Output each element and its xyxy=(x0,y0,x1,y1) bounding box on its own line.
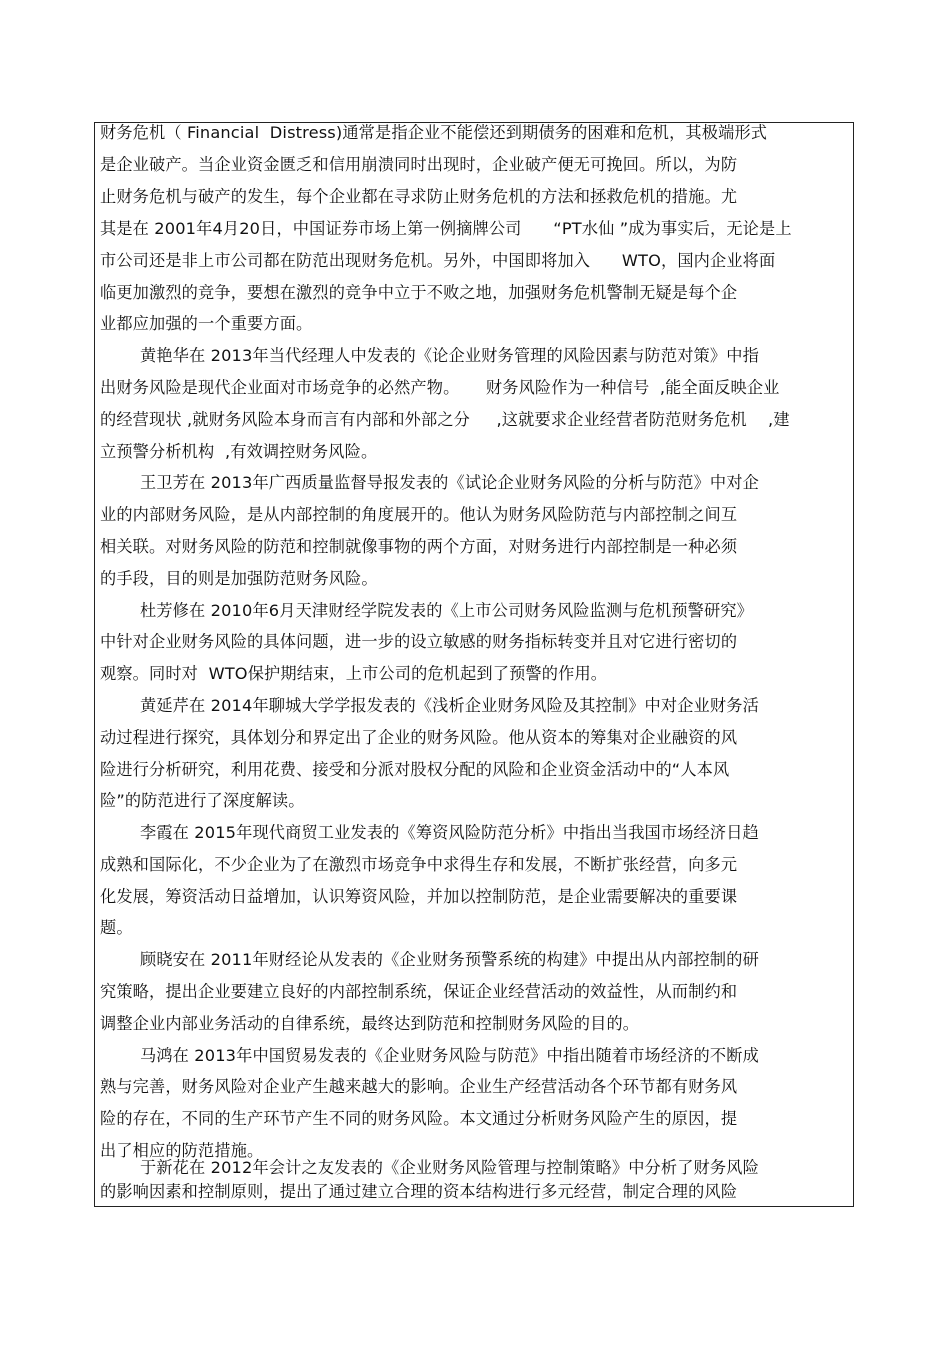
body-line-35: 的影响因素和控制原则，提出了通过建立合理的资本结构进行多元经营，制定合理的风险 xyxy=(100,1182,738,1201)
body-line-32: 险的存在，不同的生产环节产生不同的财务风险。本文通过分析财务风险产生的原因，提 xyxy=(100,1109,738,1128)
body-line-21: 险进行分析研究，利用花费、接受和分派对股权分配的风险和企业资金活动中的“人本风 xyxy=(100,760,730,779)
body-line-5: 市公司还是非上市公司都在防范出现财务危机。另外，中国即将加入 WTO，国内企业将面 xyxy=(100,251,776,270)
paragraph-start-line: 杜芳修在 2010年6月天津财经学院发表的《上市公司财务风险监测与危机预警研究》 xyxy=(140,601,754,620)
body-line-20: 动过程进行探究，具体划分和界定出了企业的财务风险。他从资本的筹集对企业融资的风 xyxy=(100,728,738,747)
body-line-2: 是企业破产。当企业资金匮乏和信用崩溃同时出现时，企业破产便无可挽回。所以，为防 xyxy=(100,155,738,174)
body-line-14: 相关联。对财务风险的防范和控制就像事物的两个方面，对财务进行内部控制是一种必须 xyxy=(100,537,738,556)
body-line-15: 的手段，目的则是加强防范财务风险。 xyxy=(100,569,378,588)
body-line-18: 观察。同时对 WTO保护期结束，上市公司的危机起到了预警的作用。 xyxy=(100,664,608,683)
body-line-6: 临更加激烈的竞争，要想在激烈的竞争中立于不败之地，加强财务危机警制无疑是每个企 xyxy=(100,283,738,302)
body-line-17: 中针对企业财务风险的具体问题，进一步的设立敏感的财务指标转变并且对它进行密切的 xyxy=(100,632,738,651)
paragraph-start-line: 黄艳华在 2013年当代经理人中发表的《论企业财务管理的风险因素与防范对策》中指 xyxy=(140,346,759,365)
body-line-25: 化发展，筹资活动日益增加，认识筹资风险，并加以控制防范，是企业需要解决的重要课 xyxy=(100,887,738,906)
body-line-10: 的经营现状 ,就财务风险本身而言有内部和外部之分 ,这就要求企业经营者防范财务危机 ,建 xyxy=(100,410,790,429)
paragraph-start-line: 于新花在 2012年会计之友发表的《企业财务风险管理与控制策略》中分析了财务风险 xyxy=(140,1158,759,1177)
body-line-11: 立预警分析机构 ,有效调控财务风险。 xyxy=(100,442,378,461)
paragraph-start-line: 黄延芹在 2014年聊城大学学报发表的《浅析企业财务风险及其控制》中对企业财务活 xyxy=(140,696,759,715)
body-line-13: 业的内部财务风险，是从内部控制的角度展开的。他认为财务风险防范与内部控制之间互 xyxy=(100,505,738,524)
paragraph-start-line: 马鸿在 2013年中国贸易发表的《企业财务风险与防范》中指出随着市场经济的不断成 xyxy=(140,1046,759,1065)
paragraph-start-line: 王卫芳在 2013年广西质量监督导报发表的《试论企业财务风险的分析与防范》中对企 xyxy=(140,473,759,492)
paragraph-start-line: 顾晓安在 2011年财经论从发表的《企业财务预警系统的构建》中提出从内部控制的研 xyxy=(140,950,759,969)
body-line-33: 出了相应的防范措施。 xyxy=(100,1141,264,1160)
body-line-29: 调整企业内部业务活动的自律系统，最终达到防范和控制财务风险的目的。 xyxy=(100,1014,640,1033)
body-line-1: 财务危机（ Financial Distress)通常是指企业不能偿还到期债务的困难和危机，其极端形式 xyxy=(100,123,768,142)
body-line-7: 业都应加强的一个重要方面。 xyxy=(100,314,313,333)
body-line-3: 止财务危机与破产的发生，每个企业都在寻求防止财务危机的方法和拯救危机的措施。尤 xyxy=(100,187,738,206)
body-line-22: 险”的防范进行了深度解读。 xyxy=(100,791,305,810)
body-line-24: 成熟和国际化，不少企业为了在激烈市场竞争中求得生存和发展，不断扩张经营，向多元 xyxy=(100,855,738,874)
body-line-9: 出财务风险是现代企业面对市场竞争的必然产物。 财务风险作为一种信号 ,能全面反映企业 xyxy=(100,378,780,397)
body-line-26: 题。 xyxy=(100,918,133,937)
body-line-28: 究策略，提出企业要建立良好的内部控制系统，保证企业经营活动的效益性，从而制约和 xyxy=(100,982,738,1001)
body-line-31: 熟与完善，财务风险对企业产生越来越大的影响。企业生产经营活动各个环节都有财务风 xyxy=(100,1077,738,1096)
body-line-4: 其是在 2001年4月20日，中国证券市场上第一例摘牌公司 “PT水仙 ”成为事实后，无论是上 xyxy=(100,219,792,238)
paragraph-start-line: 李霞在 2015年现代商贸工业发表的《筹资风险防范分析》中指出当我国市场经济日趋 xyxy=(140,823,759,842)
